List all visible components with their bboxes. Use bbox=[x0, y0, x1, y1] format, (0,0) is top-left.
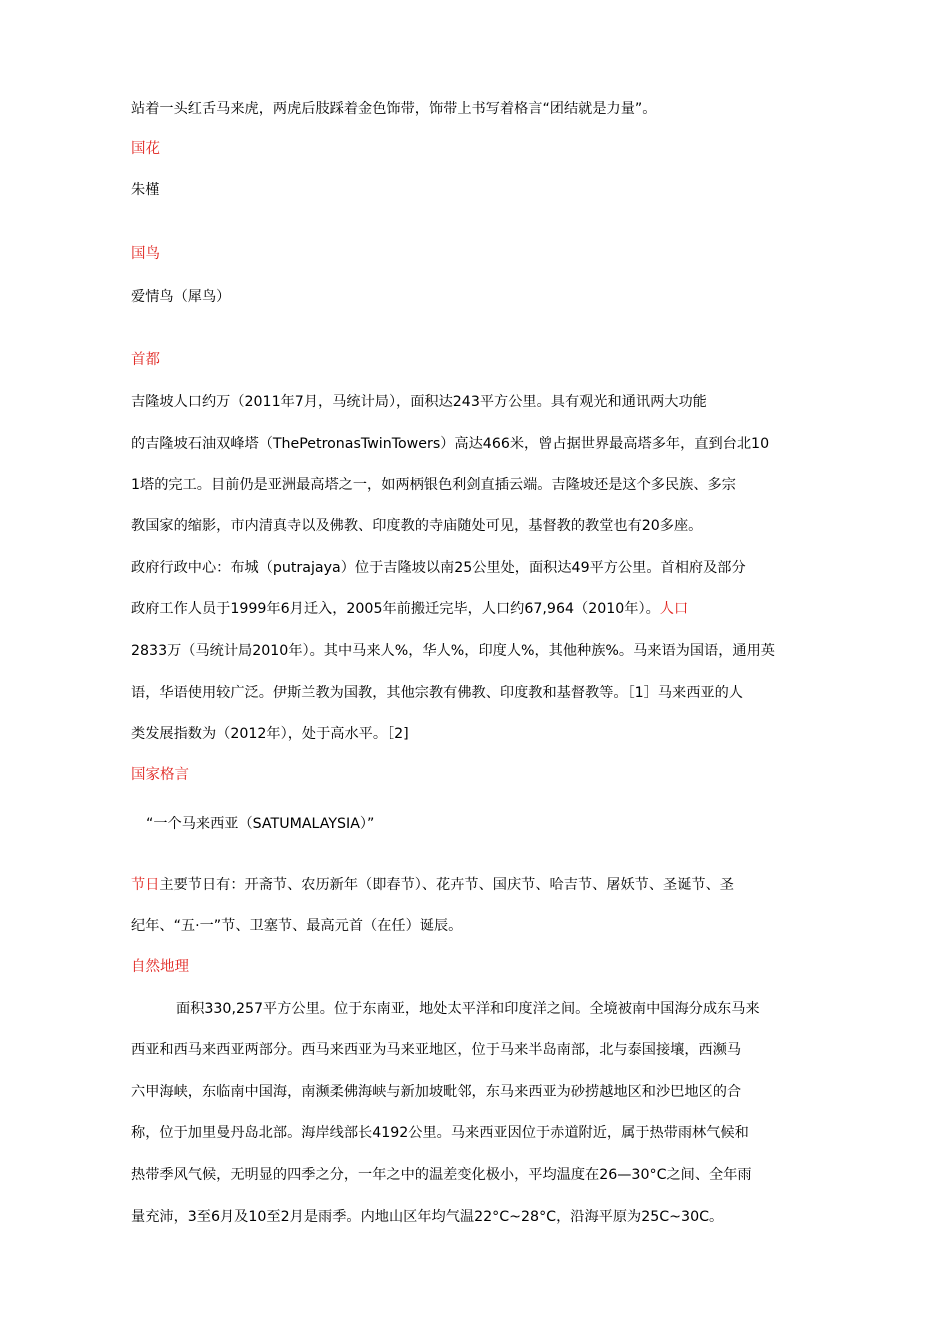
national-flower-heading: 国花 bbox=[131, 141, 160, 157]
motto-heading: 国家格言 bbox=[131, 767, 189, 783]
population-line: 2833万（马统计局2010年）。其中马来人%，华人%，印度人%，其他种族%。马来语为国语，通用英 bbox=[131, 643, 775, 659]
capital-line: 政府工作人员于1999年6月迁入，2005年前搬迁完毕，人口约67,964（2010年）。 bbox=[131, 601, 660, 617]
capital-line: 的吉隆坡石油双峰塔（ThePetronasTwinTowers）高达466米，曾占据世界最高塔多年，直到台北10 bbox=[131, 436, 770, 452]
geography-heading: 自然地理 bbox=[131, 959, 189, 975]
intro-line: 站着一头红舌马来虎，两虎后肢踩着金色饰带，饰带上书写着格言“团结就是力量”。 bbox=[131, 101, 657, 117]
holidays-line bbox=[131, 875, 831, 895]
national-bird-value: 爱情鸟（犀鸟） bbox=[131, 289, 231, 305]
capital-heading: 首都 bbox=[131, 352, 160, 368]
geography-line: 称，位于加里曼丹岛北部。海岸线部长4192公里。马来西亚因位于赤道附近，属于热带雨林气候和 bbox=[131, 1125, 749, 1141]
geography-line: 六甲海峡，东临南中国海，南濒柔佛海峡与新加坡毗邻，东马来西亚为砂捞越地区和沙巴地区的合 bbox=[131, 1084, 742, 1100]
geography-line: 西亚和西马来西亚两部分。西马来西亚为马来亚地区，位于马来半岛南部，北与泰国接壤，西濒马 bbox=[131, 1042, 742, 1058]
capital-line: 1塔的完工。目前仍是亚洲最高塔之一，如两柄银色利剑直插云端。吉隆坡还是这个多民族、多宗 bbox=[131, 477, 736, 493]
national-bird-heading: 国鸟 bbox=[131, 246, 160, 262]
capital-line: 政府行政中心：布城（putrajaya）位于吉隆坡以南25公里处，面积达49平方公里。首相府及部分 bbox=[131, 560, 746, 576]
capital-line: 教国家的缩影，市内清真寺以及佛教、印度教的寺庙随处可见，基督教的教堂也有20多座。 bbox=[131, 518, 703, 534]
population-line: 语，华语使用较广泛。伊斯兰教为国教，其他宗教有佛教、印度教和基督教等。［1］马来西亚的人 bbox=[131, 685, 743, 701]
geography-line: 面积330,257平方公里。位于东南亚，地处太平洋和印度洋之间。全境被南中国海分成东马来 bbox=[176, 1001, 760, 1017]
holidays-text: 主要节日有：开斋节、农历新年（即春节）、花卉节、国庆节、哈吉节、屠妖节、圣诞节、圣 bbox=[159, 877, 734, 893]
capital-line-with-population-heading bbox=[131, 599, 831, 619]
population-heading: 人口 bbox=[659, 601, 689, 617]
holidays-line: 纪年、“五·一”节、卫塞节、最高元首（在任）诞辰。 bbox=[131, 918, 463, 934]
geography-line: 热带季风气候，无明显的四季之分，一年之中的温差变化极小，平均温度在26—30°C之间、全年雨 bbox=[131, 1167, 752, 1183]
holidays-heading: 节日 bbox=[131, 877, 160, 893]
capital-line: 吉隆坡人口约万（2011年7月，马统计局），面积达243平方公里。具有观光和通讯两大功能 bbox=[131, 394, 707, 410]
population-line: 类发展指数为（2012年），处于高水平。［2] bbox=[131, 726, 409, 742]
national-flower-value: 朱槿 bbox=[131, 182, 160, 198]
geography-line: 量充沛，3至6月及10至2月是雨季。内地山区年均气温22°C~28°C，沿海平原为25C~30C。 bbox=[131, 1209, 724, 1225]
motto-value: “一个马来西亚（SATUMALAYSIA）” bbox=[146, 816, 375, 832]
